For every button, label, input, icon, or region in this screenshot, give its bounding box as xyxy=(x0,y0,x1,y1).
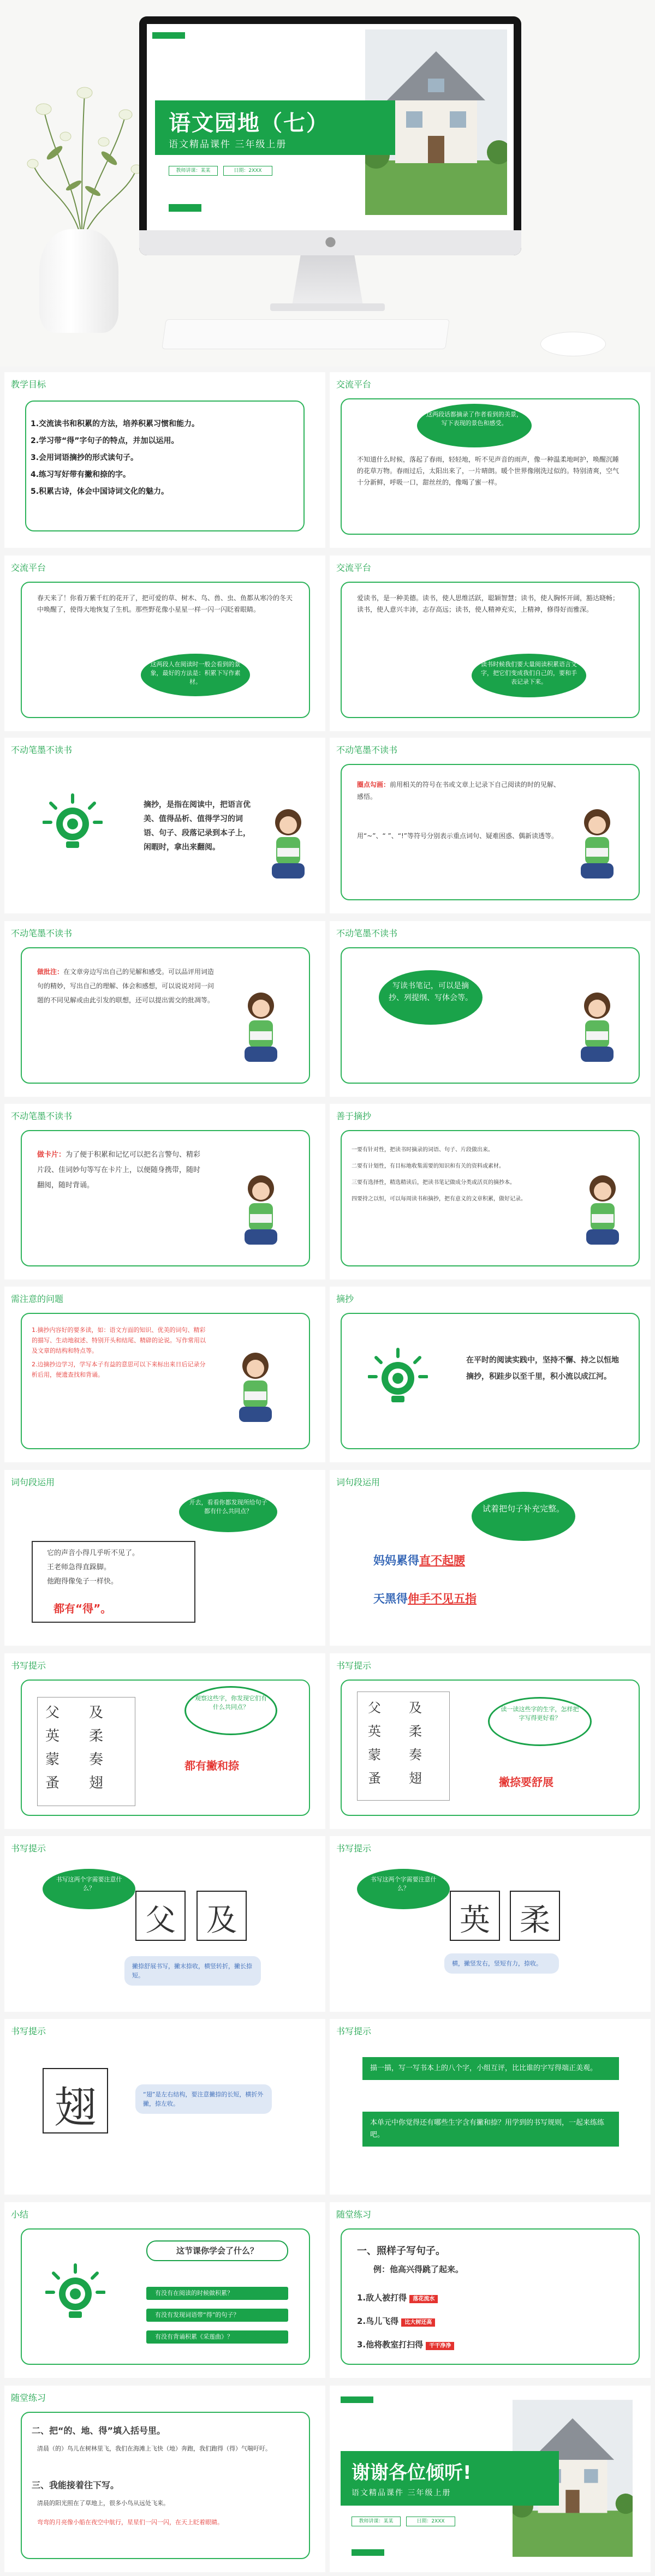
slide-teaching-goals xyxy=(4,372,325,548)
tip-line: 一要有针对性，把读书时摘录的词语、句子、片段做出来。 xyxy=(352,1147,493,1153)
char-cell: 蚤 xyxy=(45,1775,60,1791)
definition-text: 摘抄，是指在阅读中，把语言优美、值得品析、值得学习的词语、句子、段落记录到本子上，闲暇时，拿出来翻阅。 xyxy=(144,800,251,852)
char-cell: 及 xyxy=(409,1700,422,1716)
slide-notes-attention xyxy=(4,1287,325,1462)
slide-tag: 摘抄 xyxy=(336,1294,354,1304)
slide-excerpt-tips xyxy=(330,1104,651,1280)
decor-bar xyxy=(169,204,201,212)
slide-tag: 善于摘抄 xyxy=(336,1111,372,1121)
slide-tag: 书写提示 xyxy=(336,1660,372,1671)
slide-sentence-use-2 xyxy=(330,1470,651,1646)
sentence-start: 妈妈累得 xyxy=(373,1554,419,1567)
decor-bar xyxy=(152,32,185,39)
char-cell: 蚤 xyxy=(368,1771,381,1786)
char-cell: 翅 xyxy=(89,1775,104,1791)
char-cell: 奏 xyxy=(89,1752,104,1768)
writing-note: 横，撇竖发右，竖短有力，捺收。 xyxy=(444,1953,559,1974)
flower-plant-image xyxy=(22,76,142,240)
speech-cloud: 这两段人在阅读时一般会看到的景象，最好的方法是：积累下写作素材。 xyxy=(141,654,250,696)
exercise-text: 弯弯的月亮像小船在夜空中航行，星星们一闪一闪，在天上眨着眼睛。 xyxy=(37,2519,223,2526)
lead-label: 做批注： xyxy=(37,968,64,976)
slide-tag: 随堂练习 xyxy=(11,2393,46,2403)
speech-cloud: 试着把句子补充完整。 xyxy=(472,1492,575,1541)
speech-cloud: 开去，看看你都发现所给句子都有什么共同点？ xyxy=(179,1492,277,1532)
slide-writing-tip-1 xyxy=(4,1653,325,1829)
sentence-start: 天黑得 xyxy=(373,1592,408,1605)
excerpt-text: 春天来了！你看万紫千红的花开了，把可爱的草、树木、鸟、兽、虫、鱼都从寒冷的冬天中唤醒了，使得大地恢复了生机。那些野花像小星星一样一闪一闪眨着眼睛。 xyxy=(37,594,293,613)
speech-cloud: 读书时候我们要大量阅读积累语言文字，把它们变成我们自己的，要和手表记录下来。 xyxy=(472,654,586,697)
slide-tag: 不动笔墨不读书 xyxy=(11,745,73,755)
slide-tag: 书写提示 xyxy=(336,1843,372,1854)
exercise-item: 3.他将教室打扫得 干干净净 xyxy=(357,2334,454,2357)
slide-tag: 不动笔墨不读书 xyxy=(336,745,398,755)
keyboard xyxy=(162,319,450,349)
speech-cloud: 这两段话都摘录了作者看到的美景，写下表现的景色和感受。 xyxy=(417,404,532,447)
girl-reading-image xyxy=(234,987,288,1068)
slide-tag: 书写提示 xyxy=(11,1660,46,1671)
exercise-question: 一、照样子写句子。 xyxy=(357,2245,445,2257)
slide-excerpt-summary xyxy=(330,1287,651,1462)
summary-pill: 有没有背诵积累《采莲曲》？ xyxy=(146,2330,288,2344)
slide-writing-tip-2 xyxy=(330,1653,651,1829)
thanks-subtitle: 语文精品课件 三年级上册 xyxy=(352,2489,451,2497)
slide-tag: 书写提示 xyxy=(336,2026,372,2036)
goal-item: 4.练习写好带有撇和捺的字。 xyxy=(31,470,131,479)
slide-exchange-3 xyxy=(330,555,651,731)
slide-reading-notes-5 xyxy=(4,1104,325,1280)
slide-tag: 小结 xyxy=(11,2209,29,2220)
cover-subtitle: 语文精品课件 三年级上册 xyxy=(169,139,287,150)
summary-pill: 有没有发现词语带“得”的句子？ xyxy=(146,2309,288,2322)
example-line: 它的声音小得几乎听不见了。 xyxy=(47,1549,140,1557)
exercise-example: 例：他高兴得跳了起来。 xyxy=(373,2264,464,2274)
exercise-item: 2.鸟儿飞得 比大树还高 xyxy=(357,2310,454,2334)
slide-tag: 书写提示 xyxy=(11,2026,46,2036)
exercise-question: 三、我能接着往下写。 xyxy=(32,2480,120,2490)
tip-line: 二要有计划性，有目标地收集需要的知识和有关的资料或素材。 xyxy=(352,1163,504,1169)
speech-cloud: 书写这两个字需要注意什么？ xyxy=(357,1869,450,1909)
apple-logo-icon: ● xyxy=(325,234,336,249)
slide-sentence-use-1 xyxy=(4,1470,325,1646)
white-vase xyxy=(39,229,118,333)
goal-item: 5.积累古诗，体会中国诗词文化的魅力。 xyxy=(31,487,169,496)
exercise-question: 二、把“的、地、得”填入括号里。 xyxy=(32,2425,166,2436)
slide-tag: 交流平台 xyxy=(11,563,46,573)
mouse xyxy=(540,332,606,356)
note-text: 前用相关的符号在书或文章上记录下自己阅读的时的见解、感悟。 xyxy=(357,781,561,800)
slide-reading-notes-3 xyxy=(4,921,325,1097)
practice-char: 父 xyxy=(145,1903,176,1938)
answer-chip: 比大树还高 xyxy=(401,2318,435,2327)
slide-exchange-2 xyxy=(4,555,325,731)
char-cell: 柔 xyxy=(89,1728,104,1744)
exercise-text: 清晨（的）鸟儿在树林里飞，我们在海滩上飞快（地）奔跑，我们跑得（得）气喘吁吁。 xyxy=(37,2445,271,2452)
slide-exercise-1 xyxy=(330,2202,651,2378)
slide-tag: 教学目标 xyxy=(11,379,46,390)
slide-summary xyxy=(4,2202,325,2378)
slide-tag: 不动笔墨不读书 xyxy=(11,928,73,939)
answer-chip: 落花流水 xyxy=(409,2295,438,2303)
exercise-item: 1.敌人被打得 落花流水 xyxy=(357,2287,454,2310)
speech-cloud: 观察这些字，你发现它们有什么共同点？ xyxy=(184,1686,277,1735)
answer-chip: 干干净净 xyxy=(426,2342,454,2350)
char-cell: 蒙 xyxy=(45,1752,60,1768)
girl-reading-image xyxy=(234,1169,288,1251)
attention-line: 2.边摘抄边学习，学写本子有益的意思可以下来标出来日后记录分析后用，便遗查找和背诵。 xyxy=(32,1361,206,1378)
slide-tag: 不动笔墨不读书 xyxy=(336,928,398,939)
girl-reading-image xyxy=(575,1169,630,1251)
char-cell: 蒙 xyxy=(368,1747,381,1762)
sentence-answer: 直不起腰 xyxy=(419,1554,465,1567)
slide-tag: 书写提示 xyxy=(11,1843,46,1854)
cover-slide xyxy=(147,24,514,230)
char-cell: 柔 xyxy=(409,1724,422,1739)
summary-text: 在平时的阅读实践中，坚持不懈、持之以恒地摘抄，积跬步以至千里，积小流以成江河。 xyxy=(466,1356,619,1381)
attention-line: 1.摘抄内容好的要多读，如：语文方面的知识、优美的词句、精彩的描写、生动地叙述、特别开头和结尾、精辟的论说。写作常用以及文章的结构和特点等。 xyxy=(32,1326,206,1354)
answer-text: 都有“得”。 xyxy=(53,1602,112,1615)
lightbulb-icon xyxy=(43,792,103,852)
teacher-tag: 教师讲课：某某 xyxy=(169,166,218,176)
slide-tag: 随堂练习 xyxy=(336,2209,372,2220)
char-cell: 英 xyxy=(368,1724,381,1739)
slide-tag: 交流平台 xyxy=(336,379,372,390)
tip-line: 三要有选择性，精选精读后，把读书笔记做成分类或活页的摘抄本。 xyxy=(352,1180,515,1186)
slide-thanks xyxy=(330,2386,651,2572)
slide-writing-tip-4 xyxy=(330,1836,651,2012)
excerpt-text: 不知道什么时候，落起了春雨，轻轻地，听不见声音的雨声，像一种温柔地呵护，唤醒沉睡的花草万物。春雨过后，太阳出来了，一片晴朗。暖个世界像刚洗过似的。特别清爽，空气十分新鲜，呼吸一口，甜丝丝的，像喝了蜜一样。 xyxy=(357,456,620,486)
lightbulb-icon xyxy=(45,2262,105,2322)
monitor xyxy=(139,16,521,255)
goal-item: 1.交流读书和积累的方法，培养积累习惯和能力。 xyxy=(31,420,200,428)
practice-char: 柔 xyxy=(520,1903,550,1938)
slide-reading-notes-1 xyxy=(4,738,325,913)
slide-writing-tip-6 xyxy=(330,2019,651,2195)
girl-reading-image xyxy=(570,987,624,1068)
slide-tag: 交流平台 xyxy=(336,563,372,573)
char-cell: 及 xyxy=(89,1705,104,1721)
slide-tag: 词句段运用 xyxy=(336,1477,380,1487)
writing-note: 撇捺舒展书写，撇末捺收，横竖转折，撇长捺短。 xyxy=(124,1956,261,1986)
slide-tag: 词句段运用 xyxy=(11,1477,55,1487)
lead-label: 圈点勾画： xyxy=(357,781,390,788)
speech-cloud: 写读书笔记，可以是摘抄、列提纲、写体会等。 xyxy=(379,970,483,1025)
summary-pill: 有没有在阅读的时候做积累？ xyxy=(146,2287,288,2300)
date-tag: 日期：2XXX xyxy=(406,2517,455,2526)
teacher-tag: 教师讲课：某某 xyxy=(352,2517,401,2526)
answer-text: 都有撇和捺 xyxy=(184,1759,239,1772)
note-text: 为了便于积累和记忆可以把名言警句、精彩片段、佳词妙句等写在卡片上，以便随身携带，随时翻阅，随时背诵。 xyxy=(37,1151,201,1190)
char-cell: 父 xyxy=(368,1700,381,1716)
practice-char: 英 xyxy=(460,1903,490,1938)
char-cell: 翅 xyxy=(409,1771,422,1786)
cover-title: 语文园地（七） xyxy=(169,111,329,136)
note-text: 用“~”、“ ”、“!”等符号分别表示重点词句、疑难困惑、偶新读透等。 xyxy=(357,832,558,840)
writing-note: “翅”是左右结构，要注意撇捺的长短，横折外撇，捺左收。 xyxy=(135,2084,272,2114)
lightbulb-icon xyxy=(368,1347,428,1407)
speech-cloud: 书写这两个字需要注意什么？ xyxy=(43,1869,135,1909)
goal-item: 3.会用词语摘抄的形式读句子。 xyxy=(31,453,139,462)
speech-cloud: 读一读这些字的生字，怎样把字写得更好看？ xyxy=(488,1697,592,1746)
char-cell: 奏 xyxy=(409,1747,422,1762)
date-tag: 日期：2XXX xyxy=(223,166,272,176)
monitor-stand xyxy=(292,255,363,306)
exercise-text: 清晨的阳光照在了草地上，很多小鸟从远处飞来。 xyxy=(37,2500,169,2507)
example-line: 他跑得像兔子一样快。 xyxy=(47,1577,118,1586)
sentence-answer: 伸手不见五指 xyxy=(408,1592,477,1605)
practice-char: 及 xyxy=(206,1903,237,1938)
slide-writing-tip-5 xyxy=(4,2019,325,2195)
slide-reading-notes-2 xyxy=(330,738,651,913)
practice-task: 本单元中你觉得还有哪些生字含有撇和捺？用学到的书写规则，一起来练练吧。 xyxy=(362,2112,619,2147)
slide-exercise-2 xyxy=(4,2386,325,2572)
note-text: 在文章旁边写出自己的见解和感受。可以品评用词造句的精妙，写出自己的理解、体会和感想，可以说说对同一问题的不同见解或由此引发的联想，还可以提出需交的批凋等。 xyxy=(37,968,215,1004)
goal-item: 2.学习带“得”字句子的特点，并加以运用。 xyxy=(31,437,179,445)
girl-reading-image xyxy=(570,803,624,885)
practice-char: 翅 xyxy=(53,2083,97,2132)
char-cell: 英 xyxy=(45,1728,60,1744)
example-line: 王老师急得直跺脚。 xyxy=(47,1563,111,1571)
practice-task: 描一描，写一写书本上的八个字，小组互评，比比谁的字写得端正美观。 xyxy=(362,2057,619,2080)
thanks-title: 谢谢各位倾听! xyxy=(352,2462,472,2484)
summary-question: 这节课你学会了什么？ xyxy=(146,2240,288,2261)
lead-label: 做卡片： xyxy=(37,1151,66,1159)
answer-text: 撇捺要舒展 xyxy=(499,1776,553,1789)
slide-writing-tip-3 xyxy=(4,1836,325,2012)
girl-reading-image xyxy=(228,1347,283,1429)
slide-tag: 不动笔墨不读书 xyxy=(11,1111,73,1121)
tip-line: 四要持之以恒，可以每周读书和摘抄，把有意义的文章积累，做好记录。 xyxy=(352,1196,526,1202)
char-cell: 父 xyxy=(45,1705,60,1721)
girl-reading-image xyxy=(261,803,315,885)
excerpt-text: 爱读书，是一种美德。读书，使人思维活跃，聪颖智慧；读书，使人胸怀开阔，豁达晓畅；读书，使人意兴丰沛，志存高远；读书，使人精神充实，上精神，修得好而雅深。 xyxy=(357,594,620,613)
hero-mockup xyxy=(0,0,655,367)
slide-exchange-1 xyxy=(330,372,651,548)
slide-tag: 需注意的问题 xyxy=(11,1294,64,1304)
slide-reading-notes-4 xyxy=(330,921,651,1097)
